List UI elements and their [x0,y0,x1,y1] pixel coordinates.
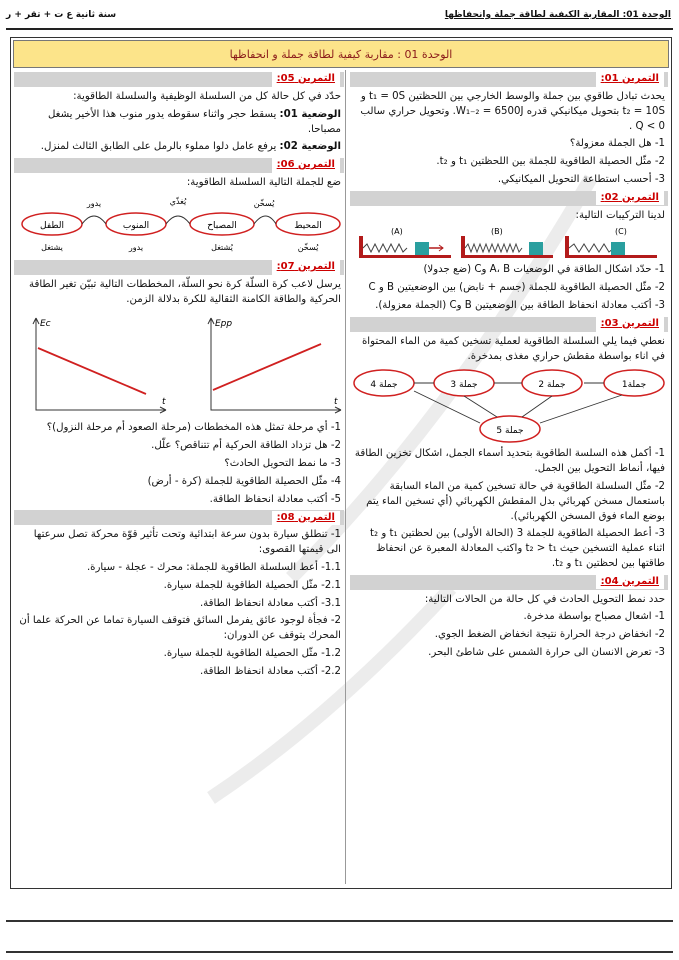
ec-graph [33,318,166,413]
exercise-03 [350,317,668,572]
exercise-01-q3: 3- أحسب استطاعة التحويل الميكانيكي. [497,173,665,185]
exercise-08-p21: 2.1- مثّل الحصيلة الطاقوية للجملة سيارة. [163,579,341,591]
node-generator [106,213,166,235]
exercise-07-header: التمرين 07: [14,260,344,275]
exercise-04-header: التمرين 04: [350,575,668,590]
exercise-08-p1: 1- تنطلق سيارة بدون سرعة ابتدائية وتحت تأثير قوّة محركة تصل سرعتها الى قيمتها القصوى: [33,529,341,556]
exercise-03-intro: نعطي فيما يلي السلسلة الطاقوية لعملية تسخين كمية من الماء المحتواة في اناء بواسطة مقطش حراري مغذى بمدخرة. [361,335,665,362]
exercise-06-header: التمرين 06: [14,158,344,173]
exercise-08-p22: 2.2- أكتب معادلة انحفاظ الطاقة. [199,665,341,677]
exercise-04-intro: حدد نمط التحويل الحادث في كل حالة من الحالات التالية: [424,593,665,605]
footer-rule-2 [6,951,673,953]
exercise-08-p31: 3.1- أكتب معادلة انحفاظ الطاقة. [199,597,341,609]
column-separator [345,70,346,884]
spring-setups-figure [353,226,665,262]
exercise-04-q3: 3- تعرض الانسان الى حرارة الشمس على شاطئ البحر. [428,646,665,658]
exercise-04-q2: 2- انخفاض درجة الحرارة نتيجة انخفاض الضغط الجوي. [434,629,665,641]
child-lamp-chain-diagram [16,194,344,258]
exercise-07-q4: 4- مثّل الحصيلة الطاقوية للجملة (كرة - أرض) [147,475,341,487]
exercise-08-p12: 1.2- مثّل الحصيلة الطاقوية للجملة سيارة. [163,647,341,659]
node-lamp [190,213,254,235]
svg-text:جملة 2: جملة 2 [538,380,566,391]
setup-c [565,227,657,258]
exercise-02-q1: 1- حدّد اشكال الطاقة في الوضعيات A، B وC (ضع جدولا) [423,264,665,276]
exercise-08-p2: 2- فجأة لوجود عائق يفرمل السائق فتوقف السيارة تماما عن الحركة علما أن المحرك يتوقف عن الدوران: [19,615,341,642]
node-child [22,213,82,235]
epp-line [213,344,321,390]
svg-text:المنوب: المنوب [122,220,150,231]
transfer-feed-label: يُغذّي [169,196,187,206]
exercise-04-q1: 1- اشعال مصباح بواسطة مدخرة. [523,611,665,623]
exercise-05-intro: حدّد في كل حالة كل من السلسلة الوظيفية والسلسلة الطاقوية: [73,91,341,102]
svg-text:t: t [162,397,166,408]
left-column [14,70,344,884]
label-a: (A) [391,227,403,237]
epp-graph [208,318,341,413]
environment-under-label: يُسخّن [297,242,319,252]
svg-text:المحيط: المحيط [294,220,322,231]
exercise-04 [350,575,668,661]
header-unit-label: الوحدة 01: المقاربة الكيفية لطاقة جملة وانحفاظها [444,10,671,20]
generator-under-label: يدور [128,242,144,252]
footer-rule-1 [6,920,673,922]
chain-node-4 [354,370,414,396]
svg-text:t: t [334,397,338,408]
transfer-heat-label: يُسخّن [253,198,275,208]
exercise-01-header: التمرين 01: [350,72,668,87]
svg-text:جملة 5: جملة 5 [496,426,524,437]
header-class-label: سنة ثانية ع ت + تقر + ر [6,10,117,20]
exercise-07-q2: 2- هل تزداد الطاقة الحركية أم تتناقص؟ علّل. [151,440,341,452]
svg-text:الطفل: الطفل [40,220,64,231]
exercise-01-q1: 1- هل الجملة معزولة؟ [569,138,665,150]
exercise-05-situation-2: الوضعية 02: يرفع عامل دلوا مملوء بالرمل على الطابق الثالث لمنزل. [40,141,341,153]
exercise-08-header: التمرين 08: [14,510,344,525]
exercise-01-q2: 2- مثّل الحصيلة الطاقوية للجملة بين اللحظتين t₁ و t₂. [436,156,665,168]
chain-node-2 [522,370,582,396]
energy-time-graphs [16,310,344,420]
exercise-03-q2: 2- مثّل السلسلة الطاقوية في حالة تسخين كمية من الماء السابقة باستعمال مسخن كهربائي بدل المقطش الكهربائي (أي تسخين الماء يتم بوضع الماء فوق المسخن الكهربائي). [366,480,665,522]
exercise-06 [14,158,344,258]
setup-b [461,227,553,258]
svg-text:جملة 4: جملة 4 [370,380,398,391]
exercise-02-header: التمرين 02: [350,191,668,206]
exercise-07-q5: 5- أكتب معادلة انحفاظ الطاقة. [209,493,341,505]
exercise-05-header: التمرين 05: [14,72,344,87]
exercise-02-intro: لدينا التركيبات التالية: [575,209,665,221]
unit-title-bar [13,40,669,68]
exercise-07-q1: 1- أي مرحلة تمثل هذه المخططات (مرحلة الصعود أم مرحلة النزول)؟ [46,422,341,434]
exercise-05-situation-1: الوضعية 01: يسقط حجر واثناء سقوطه يدور منوب هذا الأخير يشغل مصباحا. [47,108,341,135]
exercise-07-q3: 3- ما نمط التحويل الحادث؟ [224,458,341,470]
page-header [6,4,673,26]
exercise-01 [350,72,668,188]
chain-node-3 [434,370,494,396]
transfer-turn-label: يدور [86,198,102,208]
unit-title: الوحدة 01 : مقاربة كيفية لطاقة جملة و انحفاظها [229,47,453,61]
chain-node-5 [480,416,540,442]
exercise-02-q2: 2- مثّل الحصيلة الطاقوية للجملة (جسم + نابض) بين الوضعيتين B و C [368,282,665,294]
energy-chain-diagram [352,367,668,445]
svg-text:Epp: Epp [215,319,233,330]
child-under-label: يشتغل [41,242,63,252]
exercise-08 [14,510,344,679]
label-c: (C) [615,227,627,237]
exercise-01-intro: يحدث تبادل طاقوي بين جملة والوسط الخارجي بين اللحظتين t₁ = 0S و t₂ = 10S بتحويل ميكانيكي قدره W₁₋₂ = 6500J. وتحويل حراري سالب Q < 0 . [360,91,665,132]
exercise-07 [14,260,344,507]
header-rule [6,28,673,30]
svg-text:جملة1: جملة1 [621,380,647,391]
ec-line [38,348,146,394]
setup-a [359,227,451,258]
lamp-under-label: يُشتغل [211,242,233,252]
exercise-08-p11: 1.1- أعط السلسلة الطاقوية للجملة: محرك - عجلة - سيارة. [86,561,341,573]
exercise-03-q1: 1- أكمل هذه السلسة الطاقوية بتحديد أسماء الجمل، اشكال تخزين الطاقة فيها، أنماط التحويل بين الجمل. [354,448,665,475]
exercise-03-header: التمرين 03: [350,317,668,332]
exercise-05 [14,72,344,155]
exercise-07-intro: يرسل لاعب كرة السلّة كرة نحو السلّة، المخططات التالية تبيّن تغير الطاقة الحركية والطاقة الكامنة الثقالية للكرة بدلالة الزمن. [29,278,341,305]
worksheet [10,37,672,889]
chain-node-1 [604,370,664,396]
right-column [350,70,668,884]
svg-text:المصباح: المصباح [207,220,237,231]
exercise-03-q3: 3- أعط الحصيلة الطاقوية للجملة 3 (الحالة الأولى) بين لحظتين t₁ و t₂ اثناء عملية التسخين حيث t₂ > t₁ واكتب المعادلة المعبرة عن انحفاظ طاقتها بين لحظتين t₁ و t₂. [370,528,665,569]
svg-text:جملة 3: جملة 3 [450,380,478,391]
svg-text:Ec: Ec [40,319,51,330]
label-b: (B) [491,227,503,237]
exercise-02-q3: 3- أكتب معادلة انحفاظ الطاقة بين الوضعيتين B وC (الجملة معزولة). [375,300,665,312]
node-environment [276,213,340,235]
exercise-06-intro: ضع للجملة التالية السلسلة الطاقوية: [186,177,341,189]
exercise-02 [350,191,668,314]
